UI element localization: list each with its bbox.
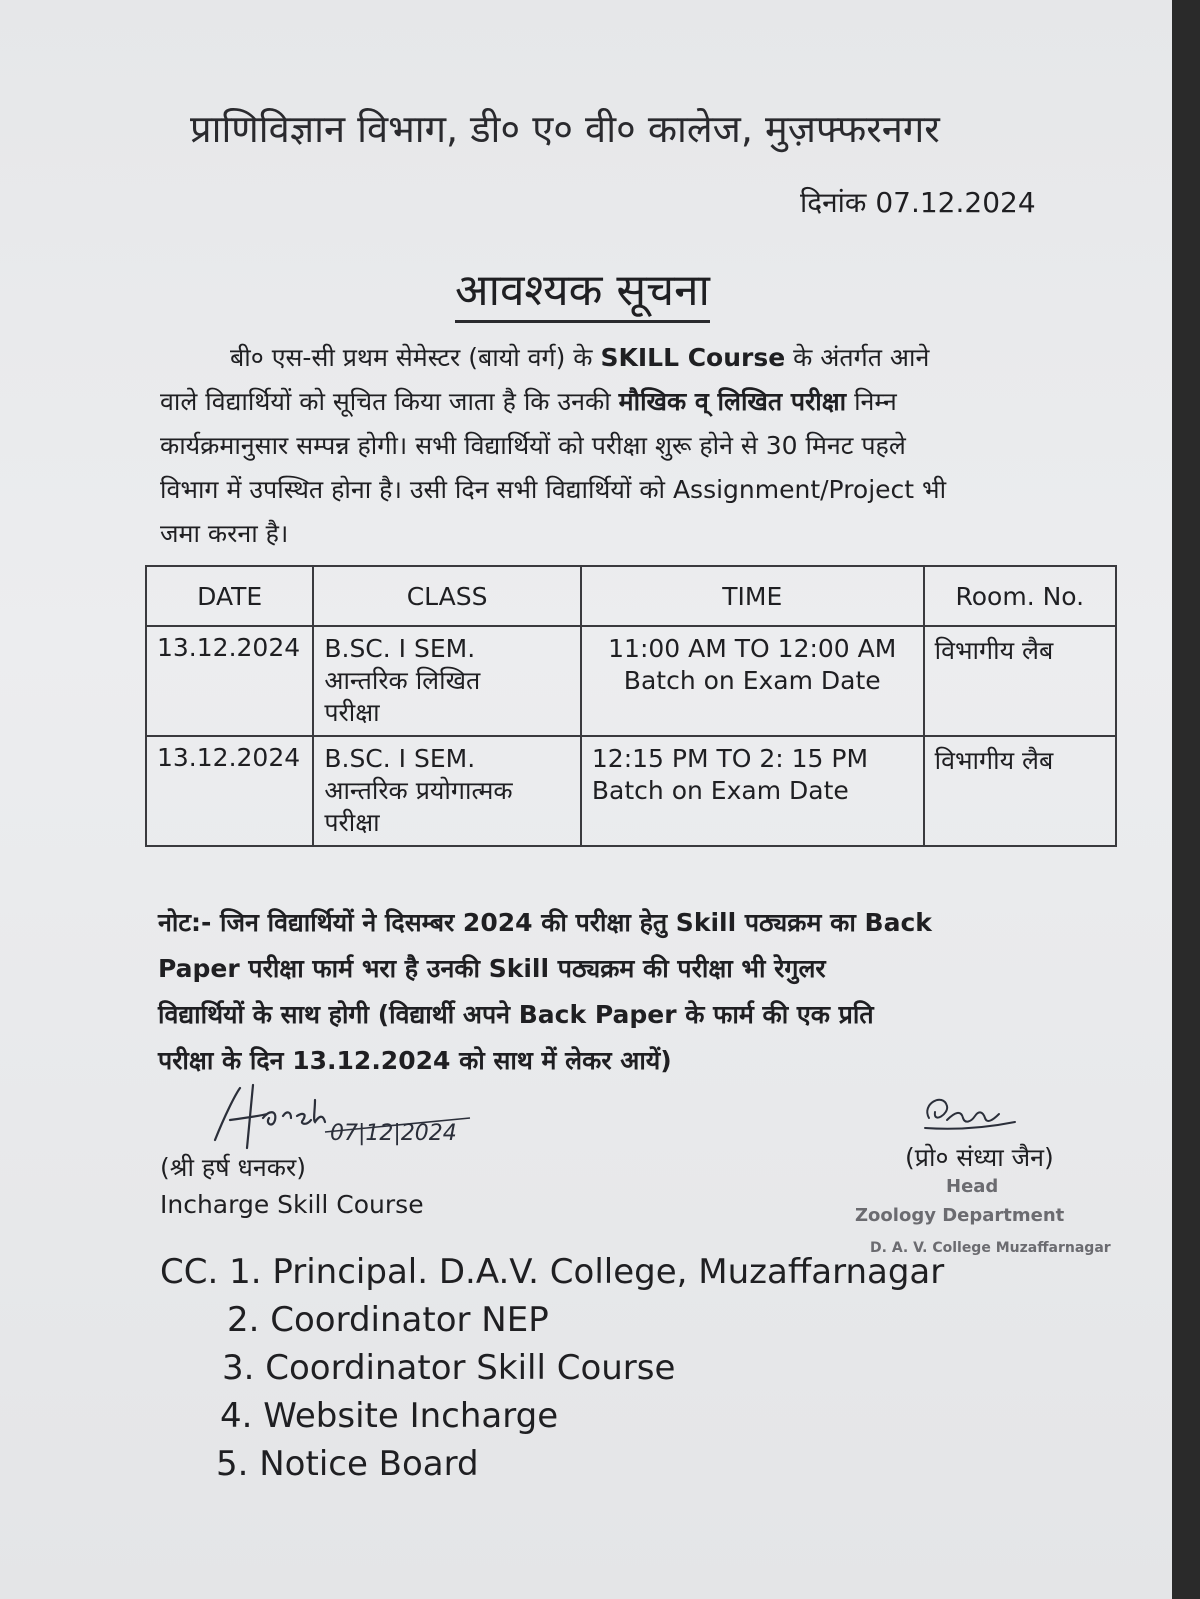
row-class: B.SC. I SEM. आन्तरिक प्रयोगात्मक परीक्षा xyxy=(313,736,581,846)
body-line-5: जमा करना है। xyxy=(160,519,289,548)
row-date: 13.12.2024 xyxy=(146,736,313,846)
table-header-row xyxy=(146,566,1116,626)
row-room: विभागीय लैब xyxy=(924,736,1116,846)
notice-body xyxy=(160,336,1060,556)
cc-item: 2. Coordinator NEP xyxy=(227,1300,549,1340)
cc-list xyxy=(160,1248,944,1488)
body-line-3: कार्यक्रमानुसार सम्पन्न होगी। सभी विद्यार्थियों को परीक्षा शुरू होने से 30 मिनट पहले xyxy=(160,431,906,460)
handwritten-signature-head xyxy=(915,1088,1025,1138)
table-row xyxy=(146,626,1116,736)
incharge-role: Incharge Skill Course xyxy=(160,1190,424,1219)
body-line-2: वाले विद्यार्थियों को सूचित किया जाता है कि उनकी मौखिक व् लिखित परीक्षा निम्न xyxy=(160,387,897,416)
notice-date: दिनांक 07.12.2024 xyxy=(800,186,1036,219)
row-time: 12:15 PM TO 2: 15 PM Batch on Exam Date xyxy=(581,736,924,846)
handwritten-signature-harsh xyxy=(205,1080,485,1155)
stamp-department: Zoology Department xyxy=(855,1205,1065,1226)
header-room: Room. No. xyxy=(924,566,1116,626)
cc-item: 3. Coordinator Skill Course xyxy=(222,1348,676,1388)
header-time: TIME xyxy=(581,566,924,626)
exam-schedule-table xyxy=(145,565,1117,847)
row-room: विभागीय लैब xyxy=(924,626,1116,736)
incharge-name: (श्री हर्ष धनकर) xyxy=(160,1153,306,1182)
department-heading: प्राणिविज्ञान विभाग, डी० ए० वी० कालेज, मुज़फ्फरनगर xyxy=(190,107,940,151)
body-line-1: बी० एस-सी प्रथम सेमेस्टर (बायो वर्ग) के SKILL Course के अंतर्गत आने xyxy=(230,343,930,372)
stamp-college: D. A. V. College Muzaffarnagar xyxy=(870,1240,1111,1256)
body-line-4: विभाग में उपस्थित होना है। उसी दिन सभी विद्यार्थियों को Assignment/Project भी xyxy=(160,475,947,504)
head-name: (प्रो० संध्या जैन) xyxy=(905,1143,1054,1172)
row-time: 11:00 AM TO 12:00 AM Batch on Exam Date xyxy=(581,626,924,736)
cc-item: 5. Notice Board xyxy=(216,1444,479,1484)
note-paragraph: नोट:- जिन विद्यार्थियों ने दिसम्बर 2024 की परीक्षा हेतु Skill पठ्यक्रम का Back Paper परीक्षा फार्म भरा है उनकी Skill पठ्यक्रम की परीक्षा भी रेगुलर विद्यार्थियों के साथ होगी (विद्यार्थी अपने Back Paper के फार्म की एक प्रति परीक्षा के दिन 13.12.2024 को साथ में लेकर आयें) xyxy=(158,908,932,1075)
row-class: B.SC. I SEM. आन्तरिक लिखित परीक्षा xyxy=(313,626,581,736)
cc-item: CC. 1. Principal. D.A.V. College, Muzaffarnagar xyxy=(160,1252,945,1292)
header-date: DATE xyxy=(146,566,313,626)
notice-subject: आवश्यक सूचना xyxy=(455,258,710,323)
cc-item: 4. Website Incharge xyxy=(220,1396,559,1436)
table-row xyxy=(146,736,1116,846)
svg-text:07|12|2024: 07|12|2024 xyxy=(330,1121,457,1146)
row-date: 13.12.2024 xyxy=(146,626,313,736)
stamp-head: Head xyxy=(946,1176,999,1197)
header-class: CLASS xyxy=(313,566,581,626)
